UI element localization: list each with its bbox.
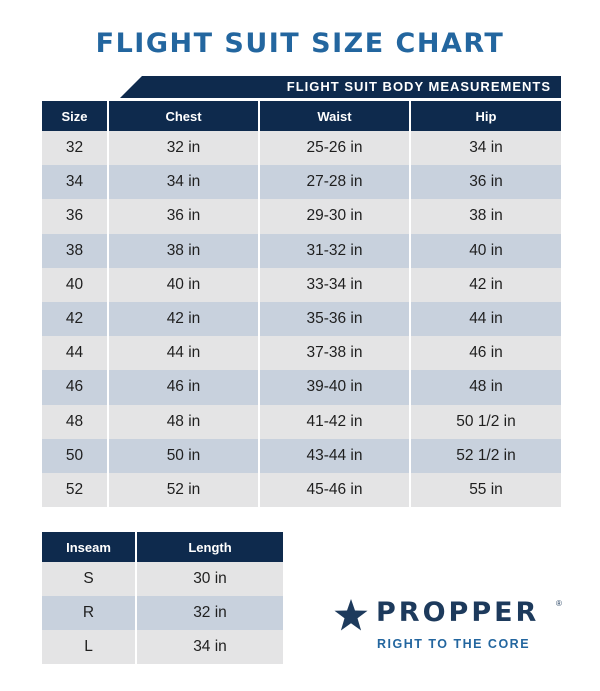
table-cell-size: 36 [42,199,108,233]
table-cell-waist: 39-40 in [259,370,410,404]
table-cell-chest: 34 in [108,165,259,199]
table-cell-chest: 36 in [108,199,259,233]
table-cell-size: 40 [42,268,108,302]
table-cell-inseam: L [42,630,136,664]
inseam-header-length: Length [136,532,283,562]
table-cell-chest: 48 in [108,405,259,439]
size-chart-header-size: Size [42,101,108,131]
table-cell-length: 30 in [136,562,283,596]
table-row [42,370,561,404]
table-header-row [42,532,283,562]
measurements-banner [120,76,561,98]
table-cell-waist: 45-46 in [259,473,410,507]
table-cell-hip: 40 in [410,234,561,268]
table-cell-waist: 33-34 in [259,268,410,302]
table-cell-chest: 32 in [108,131,259,165]
table-cell-waist: 31-32 in [259,234,410,268]
size-chart-header-chest: Chest [108,101,259,131]
table-row [42,439,561,473]
registered-mark: ® [556,599,562,608]
table-cell-size: 48 [42,405,108,439]
page-title: FLIGHT SUIT SIZE CHART [95,28,505,59]
table-cell-hip: 50 1/2 in [410,405,561,439]
table-cell-chest: 50 in [108,439,259,473]
star-icon [334,599,368,631]
table-cell-waist: 41-42 in [259,405,410,439]
table-cell-length: 34 in [136,630,283,664]
table-cell-size: 32 [42,131,108,165]
table-cell-waist: 27-28 in [259,165,410,199]
table-cell-inseam: S [42,562,136,596]
banner-label: FLIGHT SUIT BODY MEASUREMENTS [286,79,551,94]
table-cell-waist: 37-38 in [259,336,410,370]
table-cell-hip: 48 in [410,370,561,404]
table-cell-chest: 38 in [108,234,259,268]
table-row [42,234,561,268]
table-cell-waist: 35-36 in [259,302,410,336]
table-row [42,302,561,336]
table-cell-size: 34 [42,165,108,199]
table-row [42,473,561,507]
size-chart-header-hip: Hip [410,101,561,131]
table-cell-chest: 40 in [108,268,259,302]
table-cell-size: 52 [42,473,108,507]
table-cell-chest: 42 in [108,302,259,336]
size-chart-table [42,101,561,507]
size-chart-header-waist: Waist [259,101,410,131]
logo-wordmark: PROPPER [376,597,540,628]
inseam-header-inseam: Inseam [42,532,136,562]
table-cell-hip: 34 in [410,131,561,165]
table-cell-waist: 29-30 in [259,199,410,233]
table-row [42,165,561,199]
table-row [42,630,283,664]
table-cell-size: 46 [42,370,108,404]
table-row [42,405,561,439]
table-cell-waist: 43-44 in [259,439,410,473]
propper-logo [334,597,566,657]
table-cell-size: 42 [42,302,108,336]
table-cell-waist: 25-26 in [259,131,410,165]
table-row [42,336,561,370]
table-cell-hip: 44 in [410,302,561,336]
table-header-row [42,101,561,131]
table-cell-hip: 42 in [410,268,561,302]
table-cell-size: 50 [42,439,108,473]
table-cell-hip: 46 in [410,336,561,370]
table-row [42,596,283,630]
table-cell-chest: 52 in [108,473,259,507]
table-row [42,131,561,165]
table-cell-chest: 44 in [108,336,259,370]
table-cell-hip: 38 in [410,199,561,233]
inseam-table [42,532,283,664]
logo-tagline: RIGHT TO THE CORE [377,637,531,651]
table-row [42,562,283,596]
table-row [42,268,561,302]
table-cell-chest: 46 in [108,370,259,404]
table-row [42,199,561,233]
table-cell-size: 38 [42,234,108,268]
table-cell-length: 32 in [136,596,283,630]
table-cell-hip: 52 1/2 in [410,439,561,473]
table-cell-size: 44 [42,336,108,370]
table-cell-inseam: R [42,596,136,630]
table-cell-hip: 36 in [410,165,561,199]
table-cell-hip: 55 in [410,473,561,507]
